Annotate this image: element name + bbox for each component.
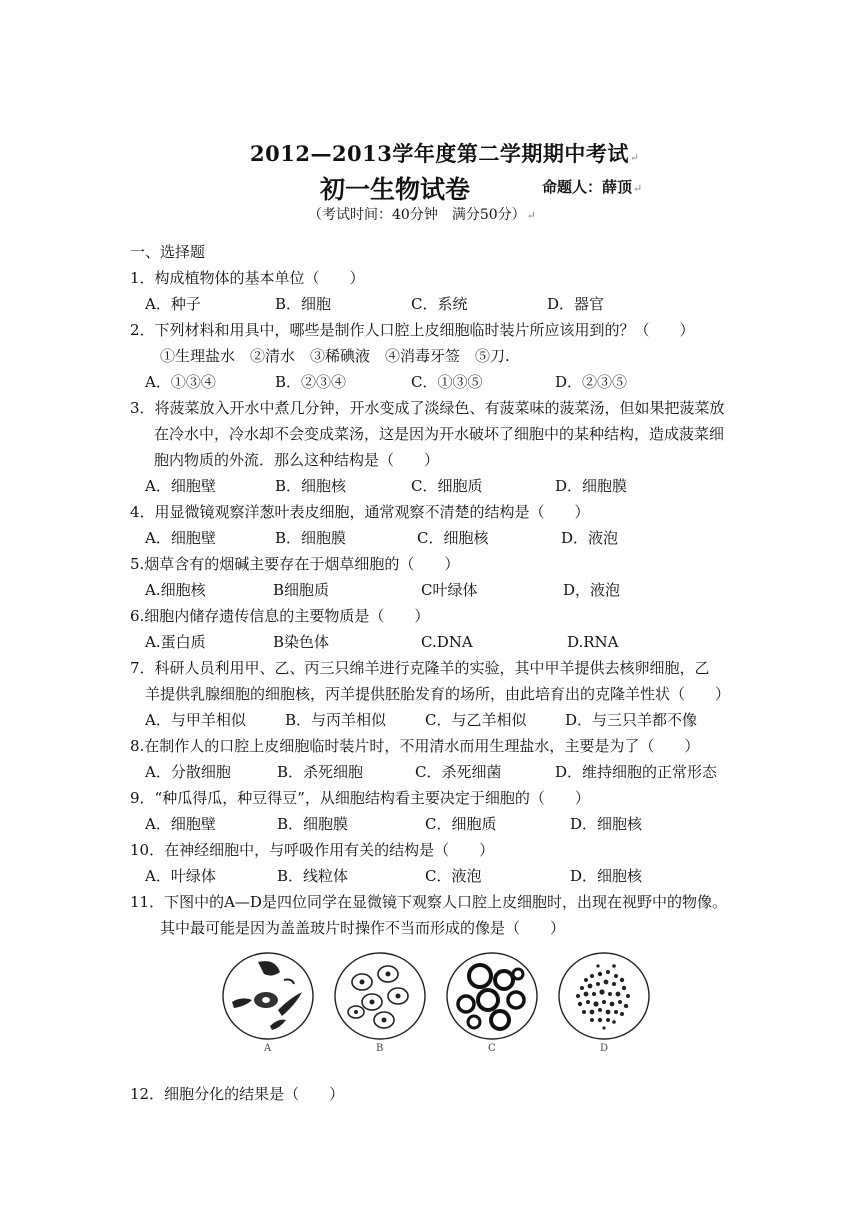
question-stem: ①生理盐水 ②清水 ③稀碘液 ④消毒牙签 ⑤刀. (160, 347, 510, 365)
option: C．细胞质 (411, 477, 483, 495)
figure-label-d: D (600, 1043, 609, 1054)
question-stem: 10．在神经细胞中，与呼吸作用有关的结构是（ ） (130, 841, 495, 859)
question-stem: 12．细胞分化的结果是（ ） (130, 1085, 345, 1103)
option: A．①③④ (145, 373, 216, 391)
option: A.细胞核 (145, 581, 206, 599)
exam-subtitle: 初一生物试卷 (320, 175, 471, 204)
option: D.RNA (567, 633, 619, 651)
microscope-view-d (556, 950, 652, 1042)
figure-label-c: C (488, 1043, 496, 1054)
microscope-figure (220, 950, 650, 1060)
option: C叶绿体 (421, 581, 478, 599)
option: A．细胞壁 (145, 529, 216, 547)
option: B．细胞 (275, 295, 332, 313)
exam-info: （考试时间：40分钟 满分50分）↵ (308, 207, 536, 223)
question-stem: 胞内物质的外流．那么这种结构是（ ） (154, 451, 440, 469)
question-stem: 3．将菠菜放入开水中煮几分钟，开水变成了淡绿色、有菠菜味的菠菜汤，但如果把菠菜放 (130, 399, 725, 417)
option: D．细胞核 (570, 867, 643, 885)
option: C．杀死细菌 (415, 763, 502, 781)
option: C．细胞核 (417, 529, 489, 547)
question-stem: 4．用显微镜观察洋葱叶表皮细胞，通常观察不清楚的结构是（ ） (130, 503, 590, 521)
option: D．②③⑤ (555, 373, 628, 391)
option: A．细胞壁 (145, 815, 216, 833)
exam-title: 2012—2013学年度第二学期期中考试↵ (250, 141, 640, 166)
option: D．维持细胞的正常形态 (555, 763, 718, 781)
option: D．细胞膜 (555, 477, 628, 495)
option: A.蛋白质 (145, 633, 206, 651)
question-stem: 6.细胞内储存遗传信息的主要物质是（ ） (130, 607, 430, 625)
figure-label-b: B (376, 1043, 384, 1054)
option: B．与丙羊相似 (285, 711, 387, 729)
option: C．①③⑤ (411, 373, 483, 391)
microscope-view-b (332, 950, 428, 1042)
option: A．细胞壁 (145, 477, 216, 495)
option: C．系统 (411, 295, 468, 313)
question-stem: 1．构成植物体的基本单位（ ） (130, 269, 365, 287)
microscope-view-a (220, 950, 316, 1042)
option: B．杀死细胞 (277, 763, 364, 781)
option: B．细胞膜 (277, 815, 349, 833)
option: A．种子 (145, 295, 201, 313)
question-stem: 8.在制作人的口腔上皮细胞临时装片时，不用清水而用生理盐水，主要是为了（ ） (130, 737, 700, 755)
option: D．与三只羊都不像 (565, 711, 698, 729)
option: B．细胞核 (275, 477, 347, 495)
option: D．器官 (547, 295, 605, 313)
question-stem: 在冷水中，冷水却不会变成菜汤，这是因为开水破坏了细胞中的某种结构，造成菠菜细 (154, 425, 725, 443)
question-stem: 其中最可能是因为盖盖玻片时操作不当而形成的像是（ ） (160, 919, 566, 937)
option: B．线粒体 (277, 867, 349, 885)
question-stem: 羊提供乳腺细胞的细胞核，丙羊提供胚胎发育的场所，由此培育出的克隆羊性状（ ） (145, 685, 731, 703)
option: A．分散细胞 (145, 763, 231, 781)
question-stem: 2．下列材料和用具中，哪些是制作人口腔上皮细胞临时装片所应该用到的？（ ） (130, 321, 695, 339)
option: C．细胞质 (425, 815, 497, 833)
exam-author: 命题人：薛顶↵ (542, 178, 643, 196)
option: A．叶绿体 (145, 867, 216, 885)
option: A．与甲羊相似 (145, 711, 246, 729)
microscope-view-c (444, 950, 540, 1042)
question-stem: 5.烟草含有的烟碱主要存在于烟草细胞的（ ） (130, 555, 460, 573)
question-stem: 7．科研人员利用甲、乙、丙三只绵羊进行克隆羊的实验，其中甲羊提供去核卵细胞，乙 (130, 659, 710, 677)
option: C．液泡 (425, 867, 482, 885)
option: C．与乙羊相似 (425, 711, 527, 729)
option: B．细胞膜 (275, 529, 347, 547)
option: D．液泡 (561, 529, 619, 547)
section-heading: 一、选择题 (130, 243, 206, 261)
question-stem: 9．“种瓜得瓜，种豆得豆”，从细胞结构看主要决定于细胞的（ ） (130, 789, 590, 807)
option: B．②③④ (275, 373, 347, 391)
option: B染色体 (273, 633, 330, 651)
option: D，液泡 (563, 581, 621, 599)
option: C.DNA (421, 633, 473, 651)
option: B细胞质 (273, 581, 330, 599)
figure-label-a: A (264, 1043, 272, 1054)
option: D．细胞核 (570, 815, 643, 833)
question-stem: 11．下图中的A—D是四位同学在显微镜下观察人口腔上皮细胞时，出现在视野中的物像。 (130, 893, 727, 911)
